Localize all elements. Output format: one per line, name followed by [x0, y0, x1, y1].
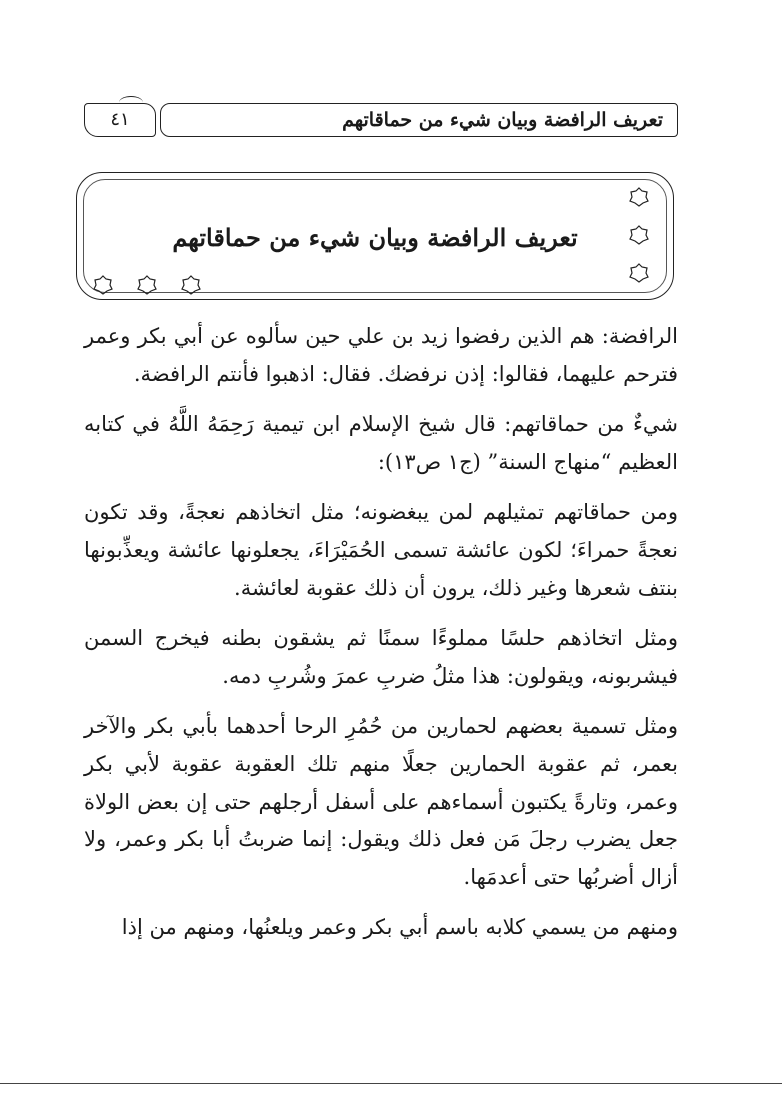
flower-ornament-icon [93, 275, 113, 295]
flower-ornament-icon [181, 275, 201, 295]
paragraph-definition: الرافضة: هم الذين رفضوا زيد بن علي حين سألوه عن أبي بكر وعمر فترحم عليهما، فقالوا: إذن نرفضك. فقال: اذهبوا فأنتم الرافضة. [84, 324, 678, 386]
footer-rule [0, 1083, 782, 1084]
paragraph-donkeys: ومثل تسمية بعضهم لحمارين من حُمُرِ الرحا أحدهما بأبي بكر والآخر بعمر، ثم عقوبة الحمارين جعلًا منهم تلك العقوبة عقوبة لأبي بكر وعمر، وتارةً يكتبون أسماءهم على أسفل أرجلهم حتى إن بعض الولاة جعل يضرب رجلَ مَن فعل ذلك ويقول: إنما ضربتُ أبا بكر وعمر، ولا أزال أضربُها حتى أعدمَها. [84, 714, 678, 889]
flower-ornament-icon [137, 275, 157, 295]
page-number-box [84, 103, 156, 137]
scroll-curl-ornament [119, 96, 143, 109]
chapter-title-frame [76, 172, 674, 300]
paragraph-ewe: ومن حماقاتهم تمثيلهم لمن يبغضونه؛ مثل اتخاذهم نعجةً، وقد تكون نعجةً حمراءَ؛ لكون عائشة تسمى الحُمَيْرَاءَ، يجعلونها عائشة ويعذِّبونها بنتف شعرها وغير ذلك، يرون أن ذلك عقوبة لعائشة. [84, 500, 678, 600]
paragraph-quote-intro: شيءٌ من حماقاتهم: قال شيخ الإسلام ابن تيمية رَحِمَهُ اللَّهُ في كتابه العظيم “منهاج السنة” (ج١ ص١٣): [84, 412, 678, 474]
chapter-title: تعريف الرافضة وبيان شيء من حماقاتهم [172, 223, 578, 252]
flower-ornament-icon [629, 263, 649, 283]
paragraph-ghee-sack: ومثل اتخاذهم حلسًا مملوءًا سمنًا ثم يشقون بطنه فيخرج السمن فيشربونه، ويقولون: هذا مثلُ ضربِ عمرَ وشُربِ دمه. [84, 626, 678, 688]
flower-ornament-icon [629, 187, 649, 207]
running-header-title: تعريف الرافضة وبيان شيء من حماقاتهم [160, 103, 678, 137]
body-text [84, 318, 678, 960]
page-number: ٤١ [110, 109, 130, 130]
paragraph-dogs: ومنهم من يسمي كلابه باسم أبي بكر وعمر ويلعنُها، ومنهم من إذا [121, 915, 678, 940]
running-header [84, 103, 678, 139]
